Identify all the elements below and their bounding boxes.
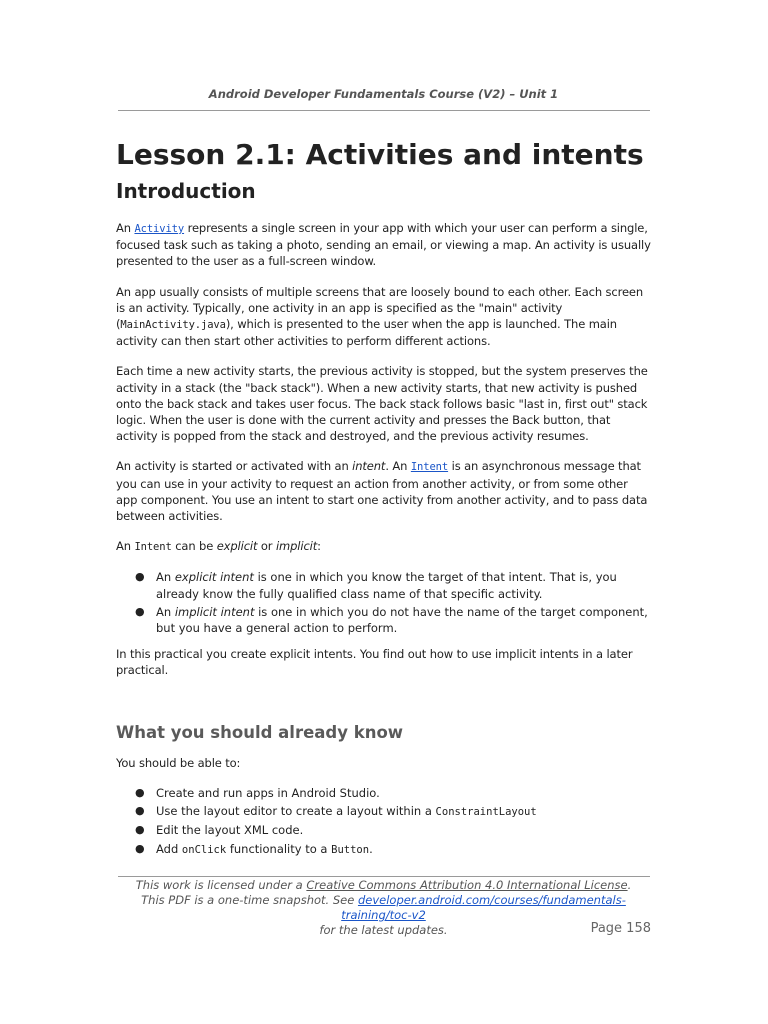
bullet-icon: ●: [135, 570, 145, 584]
code-intent: Intent: [134, 541, 172, 554]
section-heading-prerequisites: What you should already know: [116, 722, 404, 742]
list-item: ● Create and run apps in Android Studio.: [135, 786, 380, 801]
paragraph-activity: An Activity represents a single screen in your app with which your user can perform a single, focused task such as taking a photo, sending an email, or viewing a map. An activity is usually presented to the user as a full-screen window.: [116, 221, 651, 269]
code-onclick: onClick: [181, 843, 227, 856]
code-constraintlayout: ConstraintLayout: [435, 806, 537, 819]
footer-divider: [118, 876, 650, 877]
bullet-icon: ●: [135, 823, 145, 837]
list-item: ● Edit the layout XML code.: [135, 823, 304, 838]
paragraph-practical: In this practical you create explicit intents. You find out how to use implicit intents in a later practical.: [116, 647, 633, 678]
footer-line-updates: for the latest updates.: [319, 923, 448, 937]
list-item: ● Use the layout editor to create a layout within a ConstraintLayout: [135, 804, 537, 819]
intent-types-list: [116, 569, 651, 636]
document-page: [116, 0, 651, 1024]
bullet-icon: ●: [135, 841, 145, 855]
license-link[interactable]: Creative Commons Attribution 4.0 International License: [306, 878, 628, 892]
footer-line-snapshot: This PDF is a one-time snapshot. See developer.android.com/courses/fundamentals-training/toc-v2: [141, 893, 626, 922]
code-mainactivity: MainActivity.java: [120, 319, 226, 332]
list-item: ● Add onClick functionality to a Button.: [135, 841, 373, 856]
course-toc-link[interactable]: developer.android.com/courses/fundamentals-training/toc-v2: [341, 893, 626, 922]
bullet-icon: ●: [135, 604, 145, 618]
footer-line-license: This work is licensed under a Creative Commons Attribution 4.0 International License.: [135, 878, 632, 892]
paragraph-intent-types: An Intent can be explicit or implicit:: [116, 539, 321, 554]
lesson-title: Lesson 2.1: Activities and intents: [116, 138, 644, 171]
license-footer: [116, 878, 651, 938]
paragraph-app-screens: An app usually consists of multiple screens that are loosely bound to each other. Each screen is an activity. Typically, one activity in an app is specified as the "main" activity (MainActivity.java), which is presented to the user when the app is launched. The main activity can then start other activities to perform different actions.: [116, 284, 644, 349]
list-item: ● An implicit intent is one in which you do not have the name of the target component, but you have a general action to perform.: [135, 604, 648, 636]
activity-link[interactable]: Activity: [134, 223, 185, 235]
bullet-icon: ●: [135, 804, 145, 818]
bullet-icon: ●: [135, 786, 145, 800]
intent-link[interactable]: Intent: [410, 461, 449, 474]
prerequisites-list: [116, 785, 651, 858]
paragraph-intent: An activity is started or activated with an intent. An Intent is an asynchronous message that you can use in your activity to request an action from another activity, or from some other app component. You use an intent to start one activity from another activity, and to pass data between activities.: [116, 459, 648, 524]
section-heading-introduction: Introduction: [116, 179, 256, 203]
code-button: Button: [331, 843, 370, 856]
page-number: Page 158: [590, 921, 651, 936]
list-item: ● An explicit intent is one in which you know the target of that intent. That is, you already know the fully qualified class name of that specific activity.: [135, 570, 617, 601]
running-header: Android Developer Fundamentals Course (V2) – Unit 1: [208, 87, 559, 101]
header-divider: [118, 110, 650, 111]
paragraph-able-to: You should be able to:: [116, 755, 241, 770]
document-body: [116, 220, 651, 868]
paragraph-back-stack: Each time a new activity starts, the previous activity is stopped, but the system preserves the activity in a stack (the "back stack"). When a new activity starts, that new activity is pushed onto the back stack and takes user focus. The back stack follows basic "last in, first out" stack logic. When the user is done with the current activity and presses the Back button, that activity is popped from the stack and destroyed, and the previous activity resumes.: [116, 364, 648, 444]
